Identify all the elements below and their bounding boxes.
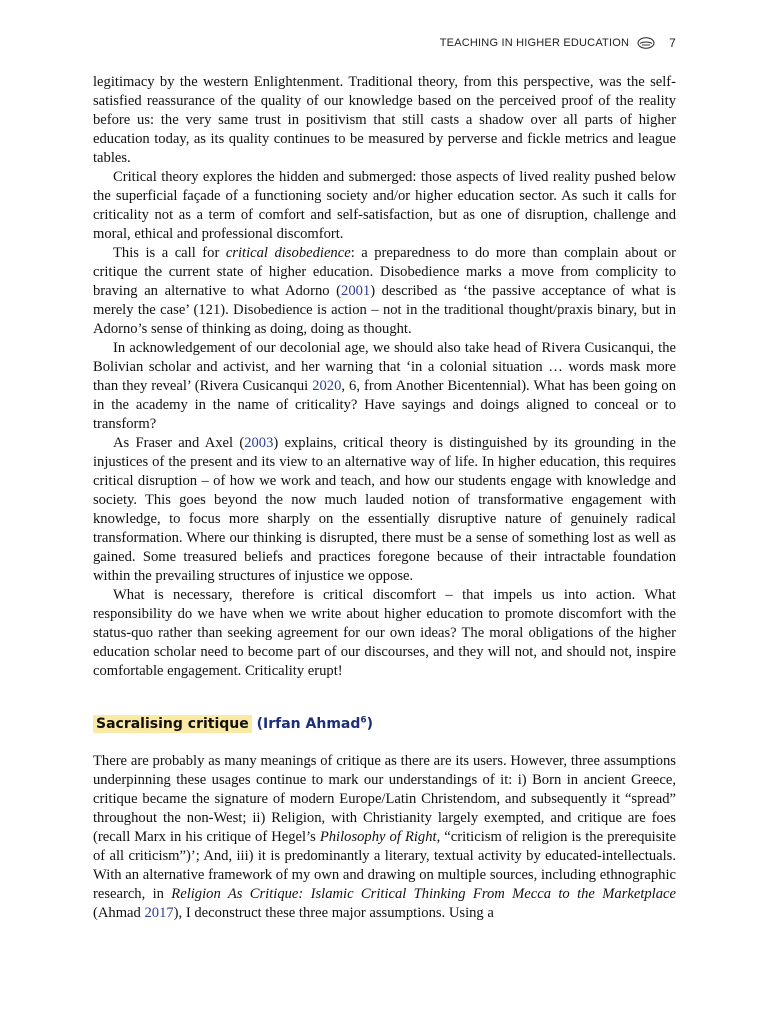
section-author: (Irfan Ahmad$^6$) [256, 715, 374, 732]
italic-text: Philosophy of Right [319, 828, 437, 845]
citation-link[interactable]: 2001 [341, 283, 371, 299]
journal-title: TEACHING IN HIGHER EDUCATION [439, 37, 630, 49]
text-run: This is a call for [113, 245, 226, 261]
citation-link[interactable]: 2017 [144, 904, 174, 921]
italic-text: critical disobedience [225, 245, 351, 261]
text-run: Critical theory explores the hidden and submerged: those aspects of lived reality pushed below the superficial façade of a functioning society and/or higher education sector. As such it calls for criticality not as a term of comfort and self-satisfaction, but as one of disruption, challenge and moral, ethical and professional discomfort. [93, 169, 676, 242]
text-run: , 6, from Another Bicentennial). What has been going on in the academy in the name of criticality? Have sayings and doings aligned to conceal or to transform? [93, 378, 676, 432]
text-run: (Ahmad [93, 904, 145, 921]
text-run: ), I deconstruct these three major assumptions. Using a [173, 904, 494, 921]
paragraph [93, 586, 676, 681]
page-number: 7 [669, 36, 676, 50]
text-run: What is necessary, therefore is critical discomfort – that impels us into action. What responsibility do we have when we write about higher education to promote discomfort with the status-quo rather than seeking agreement for our own ideas? The moral obligations of the higher education scholar need to become part of our discourses, and they will not, and should not, inspire comfortable engagement. Criticality erupt! [93, 587, 676, 679]
paragraph [93, 339, 676, 434]
text-run: legitimacy by the western Enlightenment. Traditional theory, from this perspective, was the self-satisfied reassurance of the quality of our knowledge based on the perceived proof of the reality before us: the very same trust in positivism that still casts a shadow over all parts of higher education today, as its quality continues to be measured by perverse and fickle metrics and league tables. [93, 74, 676, 166]
section-paragraph-group [93, 752, 676, 923]
article-body [93, 73, 676, 923]
text-run: There are probably as many meanings of critique as there are its users. However, three assumptions underpinning these usages continue to mark our understandings of it: i) Born in ancient Greece, critique became the signature of modern Europe/Latin Christendom, and subsequently it “spread” throughout the non-West; ii) Religion, with Christianity largely exempted, and critique are foes (recall Marx in his critique of Hegel’s [93, 752, 676, 845]
citation-link[interactable]: 2020 [312, 378, 342, 394]
footnote-marker[interactable]: 6 [360, 715, 367, 725]
text-run: , “criticism of religion is the prerequisite of all criticism”)’; And, iii) it is predominantly a literary, textual activity by educated-intellectuals. With an alternative framework of my own and drawing on multiple sources, including ethnographic research, in [93, 828, 676, 902]
text-run: ) explains, critical theory is distinguished by its grounding in the injustices of the present and its view to an alternative way of life. In higher education, this requires critical disruption – of how we work and teach, and how our students engage with knowledge and society. This goes beyond the now much lauded notion of transformative engagement with knowledge, to focus more sharply on the essentially disruptive nature of genuinely radical transformation. Where our thinking is disrupted, there must be a sense of something lost as well as gained. Some treasured beliefs and practices foregone because of their intractable foundation within the prevailing structures of injustice we oppose. [93, 435, 676, 584]
citation-link[interactable]: 2003 [244, 435, 274, 451]
paragraph-group [93, 73, 676, 681]
text-run: : a preparedness to do more than complain about or critique the current state of higher education. Disobedience marks a move from complicity to braving an alternative to what Adorno ( [93, 245, 676, 299]
paragraph [93, 244, 676, 339]
running-header [440, 36, 676, 50]
section-title: Sacralising critique [93, 715, 252, 733]
section-heading [93, 711, 676, 734]
crossmark-logo-icon [637, 37, 655, 49]
text-run: As Fraser and Axel ( [113, 435, 245, 451]
paragraph [93, 752, 676, 923]
paragraph [93, 73, 676, 168]
italic-text: Religion As Critique: Islamic Critical Thinking From Mecca to the Marketplace [171, 885, 676, 902]
text-run: ) described as ‘the passive acceptance of what is merely the case’ (121). Disobedience is action – not in the traditional thought/praxis binary, but in Adorno’s sense of thinking as doing, doing as thought. [93, 283, 676, 337]
text-run: In acknowledgement of our decolonial age, we should also take head of Rivera Cusicanqui, the Bolivian scholar and activist, and her warning that ‘in a colonial situation … words mask more than they reveal’ (Rivera Cusicanqui [93, 340, 676, 394]
paragraph [93, 168, 676, 244]
paragraph [93, 434, 676, 586]
